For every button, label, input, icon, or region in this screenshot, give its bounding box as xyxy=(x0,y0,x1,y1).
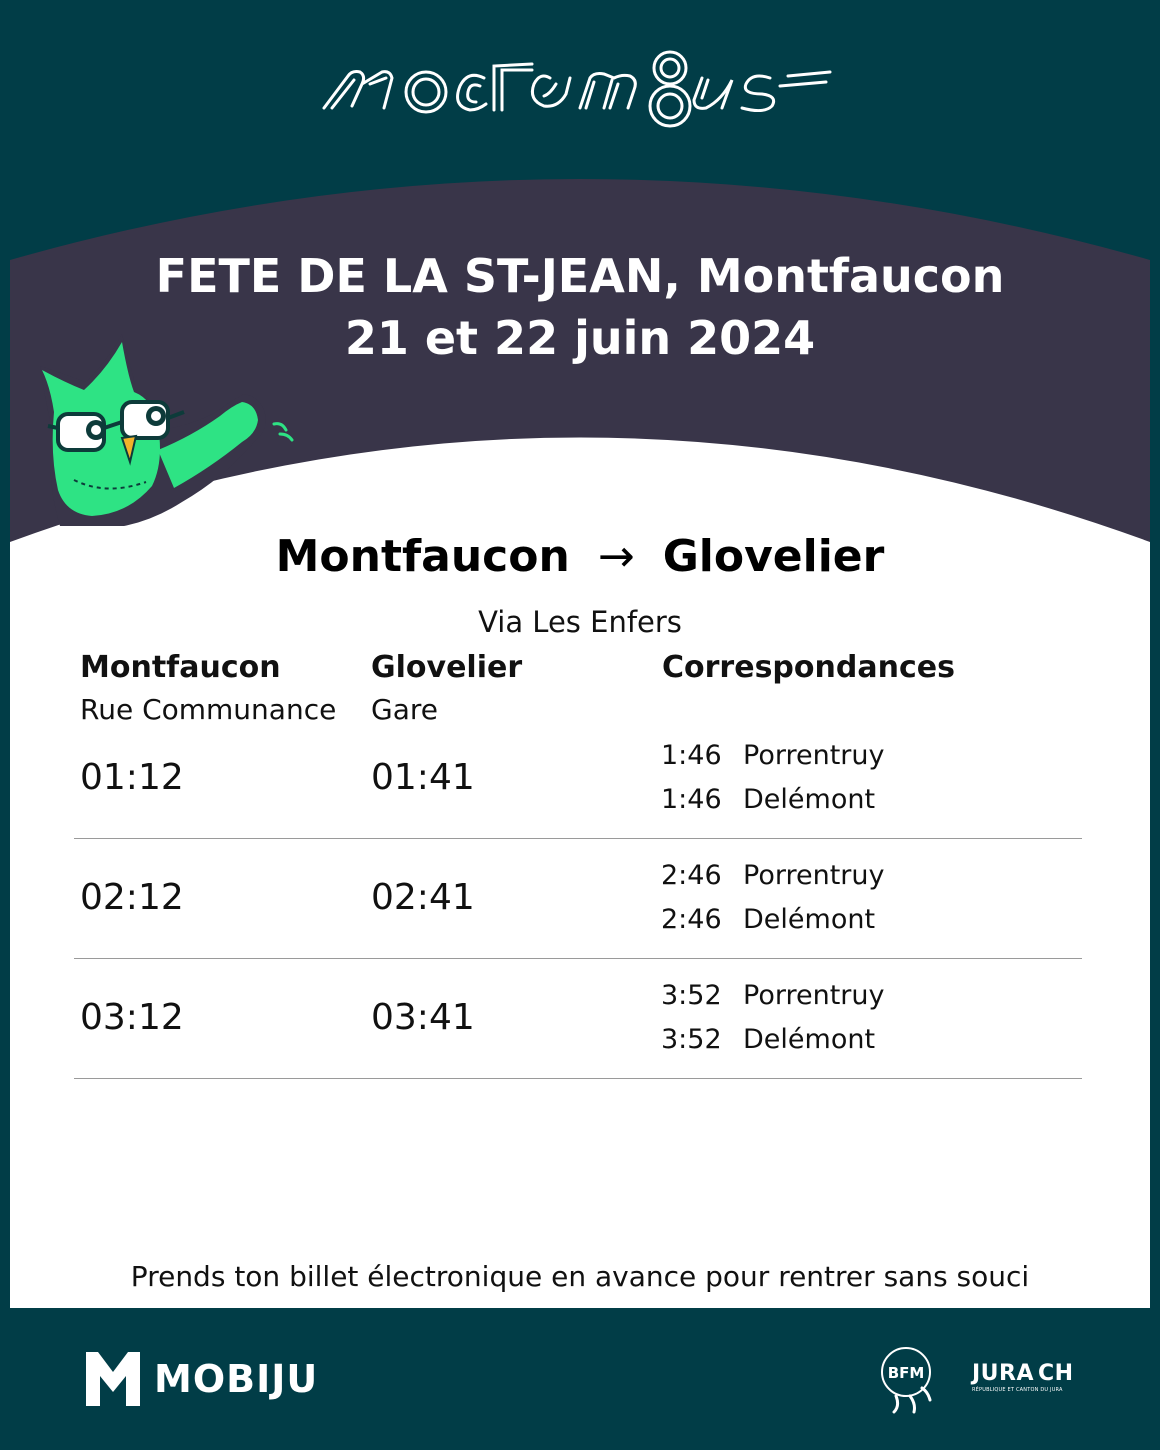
connection-time: 3:52 xyxy=(661,980,722,1011)
event-title-line2: 21 et 22 juin 2024 xyxy=(344,311,816,365)
connection-item xyxy=(661,1022,875,1058)
connection-item xyxy=(661,782,875,818)
connection-time: 2:46 xyxy=(661,860,722,891)
departure-stop-sub: Rue Communance xyxy=(80,693,337,726)
connection-item xyxy=(661,858,884,894)
route-heading xyxy=(0,527,1160,587)
trip-row xyxy=(74,958,1082,1079)
owl-mascot xyxy=(34,330,304,530)
connection-item xyxy=(661,902,875,938)
event-title-line1: FETE DE LA ST-JEAN, Montfaucon xyxy=(155,249,1005,303)
arrival-time: 03:41 xyxy=(371,997,475,1038)
departure-time: 03:12 xyxy=(80,997,184,1038)
route-to: Glovelier xyxy=(662,531,885,582)
bfm-logo xyxy=(876,1342,934,1414)
connection-destination: Delémont xyxy=(743,1024,876,1055)
connection-destination: Porrentruy xyxy=(743,740,885,771)
trip-row xyxy=(74,718,1082,839)
mobiju-logo xyxy=(84,1350,318,1408)
connection-destination: Delémont xyxy=(743,904,876,935)
jura-ch-label: CH xyxy=(1038,1361,1074,1386)
connection-item xyxy=(661,738,884,774)
route-from: Montfaucon xyxy=(275,531,570,582)
arrival-stop-header: Glovelier xyxy=(371,650,523,685)
departure-time: 01:12 xyxy=(80,757,184,798)
departure-stop-header: Montfaucon xyxy=(80,650,281,685)
route-arrow-icon: → xyxy=(597,531,635,582)
connection-time: 1:46 xyxy=(661,740,722,771)
arrival-time: 01:41 xyxy=(371,757,475,798)
connection-destination: Porrentruy xyxy=(743,860,885,891)
jura-logo xyxy=(972,1362,1074,1394)
connection-destination: Porrentruy xyxy=(743,980,885,1011)
arrival-stop-sub: Gare xyxy=(371,693,438,726)
noctambus-logo xyxy=(318,38,838,138)
bfm-label: BFM xyxy=(887,1364,925,1382)
trip-row xyxy=(74,838,1082,959)
arrival-time: 02:41 xyxy=(371,877,475,918)
header xyxy=(0,0,1160,170)
route-via: Via Les Enfers xyxy=(478,605,682,639)
connections-header: Correspondances xyxy=(662,650,955,685)
jura-subtitle: RÉPUBLIQUE ET CANTON DU JURA xyxy=(972,1387,1063,1393)
departure-time: 02:12 xyxy=(80,877,184,918)
mobiju-m-icon xyxy=(84,1350,142,1408)
ticket-note: Prends ton billet électronique en avance pour rentrer sans souci xyxy=(130,1260,1030,1293)
jura-label: JURA xyxy=(972,1361,1035,1386)
connection-item xyxy=(661,978,884,1014)
connection-time: 2:46 xyxy=(661,904,722,935)
mobiju-label: MOBIJU xyxy=(154,1357,319,1401)
connection-destination: Delémont xyxy=(743,784,876,815)
connection-time: 3:52 xyxy=(661,1024,722,1055)
connection-time: 1:46 xyxy=(661,784,722,815)
